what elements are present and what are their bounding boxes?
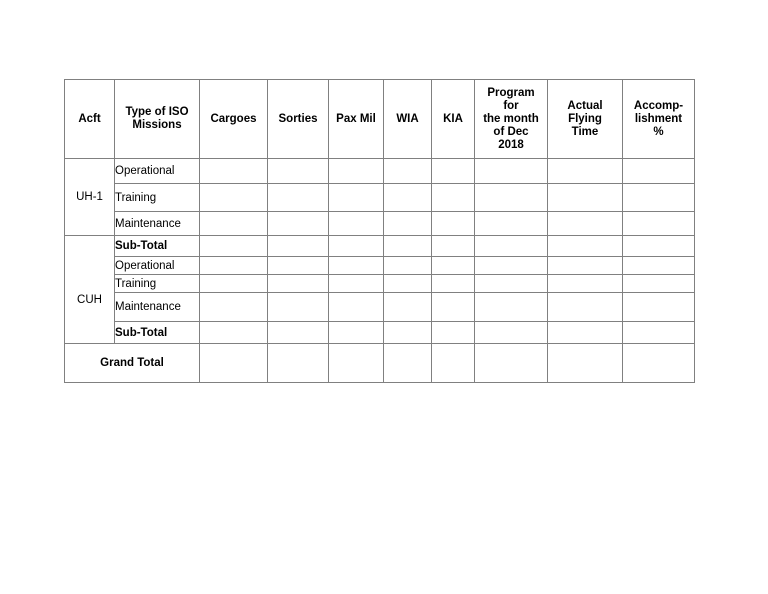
data-cell[interactable] xyxy=(200,184,268,212)
data-cell[interactable] xyxy=(475,293,548,322)
mission-label: Training xyxy=(115,191,157,204)
data-cell[interactable] xyxy=(548,275,623,293)
acft-cell-uh1 xyxy=(65,159,115,236)
grand-total-label: Grand Total xyxy=(100,357,164,369)
data-cell[interactable] xyxy=(432,184,475,212)
header-program-line-5: 2018 xyxy=(498,138,524,151)
header-acft-label: Acft xyxy=(78,112,101,125)
table-row xyxy=(65,212,695,236)
table-row xyxy=(65,184,695,212)
data-cell[interactable] xyxy=(623,275,695,293)
data-cell[interactable] xyxy=(623,212,695,236)
data-cell[interactable] xyxy=(475,344,548,383)
header-actual-line-1: Actual xyxy=(567,99,603,112)
data-cell[interactable] xyxy=(432,275,475,293)
header-kia xyxy=(432,80,475,159)
data-cell[interactable] xyxy=(200,257,268,275)
data-cell[interactable] xyxy=(329,257,384,275)
data-cell[interactable] xyxy=(384,159,432,184)
data-cell[interactable] xyxy=(329,159,384,184)
acft-label: UH-1 xyxy=(76,191,103,203)
data-cell[interactable] xyxy=(200,212,268,236)
acft-cell-cuh xyxy=(65,236,115,344)
data-cell[interactable] xyxy=(329,275,384,293)
data-cell[interactable] xyxy=(623,257,695,275)
data-cell[interactable] xyxy=(268,275,329,293)
data-cell[interactable] xyxy=(432,236,475,257)
data-cell[interactable] xyxy=(329,322,384,344)
data-cell[interactable] xyxy=(548,322,623,344)
data-cell[interactable] xyxy=(268,257,329,275)
header-type-of-iso-missions xyxy=(115,80,200,159)
data-cell[interactable] xyxy=(384,257,432,275)
data-cell[interactable] xyxy=(432,293,475,322)
table-row xyxy=(65,257,695,275)
data-cell[interactable] xyxy=(432,257,475,275)
data-cell[interactable] xyxy=(432,322,475,344)
header-program-line-3: the month xyxy=(483,112,539,125)
data-cell[interactable] xyxy=(623,184,695,212)
header-program-line-1: Program xyxy=(487,86,535,99)
header-pax-mil-label: Pax Mil xyxy=(336,112,376,125)
data-cell[interactable] xyxy=(475,184,548,212)
header-wia-label: WIA xyxy=(396,112,419,125)
header-program xyxy=(475,80,548,159)
subtotal-row xyxy=(65,322,695,344)
mission-label: Maintenance xyxy=(115,217,181,230)
header-type-line-1: Type of ISO xyxy=(125,106,189,118)
data-cell[interactable] xyxy=(623,236,695,257)
data-cell[interactable] xyxy=(475,212,548,236)
mission-label: Operational xyxy=(115,165,175,177)
header-accomp-line-1: Accomp- xyxy=(633,99,684,112)
data-cell[interactable] xyxy=(432,212,475,236)
data-cell[interactable] xyxy=(268,184,329,212)
header-sorties xyxy=(268,80,329,159)
data-cell[interactable] xyxy=(384,275,432,293)
data-cell[interactable] xyxy=(200,159,268,184)
grand-total-cell xyxy=(65,344,200,383)
data-cell[interactable] xyxy=(329,293,384,322)
data-cell[interactable] xyxy=(475,322,548,344)
data-cell[interactable] xyxy=(548,159,623,184)
subtotal-row xyxy=(65,236,695,257)
subtotal-label: Sub-Total xyxy=(115,240,168,252)
data-cell[interactable] xyxy=(384,212,432,236)
mission-cell xyxy=(115,293,200,322)
data-cell[interactable] xyxy=(329,344,384,383)
data-cell[interactable] xyxy=(548,293,623,322)
mission-cell xyxy=(115,212,200,236)
data-cell[interactable] xyxy=(200,293,268,322)
data-cell[interactable] xyxy=(268,212,329,236)
data-cell[interactable] xyxy=(268,322,329,344)
data-cell[interactable] xyxy=(329,184,384,212)
header-row xyxy=(65,80,695,159)
data-cell[interactable] xyxy=(268,236,329,257)
data-cell[interactable] xyxy=(432,344,475,383)
data-cell[interactable] xyxy=(623,159,695,184)
header-program-line-4: of Dec xyxy=(493,125,529,138)
header-cargoes-label: Cargoes xyxy=(210,112,257,125)
mission-cell xyxy=(115,184,200,212)
subtotal-label: Sub-Total xyxy=(115,326,168,339)
mission-label: Maintenance xyxy=(115,301,181,313)
header-accomplishment xyxy=(623,80,695,159)
data-cell[interactable] xyxy=(548,184,623,212)
mission-label: Operational xyxy=(115,259,175,272)
data-cell[interactable] xyxy=(200,236,268,257)
header-actual-line-2: Flying xyxy=(568,112,602,125)
mission-cell xyxy=(115,257,200,275)
table-row xyxy=(65,275,695,293)
data-cell[interactable] xyxy=(384,293,432,322)
data-cell[interactable] xyxy=(384,322,432,344)
header-type-line-2: Missions xyxy=(132,119,182,131)
iso-missions-table xyxy=(64,79,695,383)
mission-label: Training xyxy=(115,277,157,290)
grand-total-row xyxy=(65,344,695,383)
data-cell[interactable] xyxy=(329,212,384,236)
header-pax-mil xyxy=(329,80,384,159)
data-cell[interactable] xyxy=(475,257,548,275)
header-actual-line-3: Time xyxy=(571,125,599,138)
header-kia-label: KIA xyxy=(443,112,463,125)
data-cell[interactable] xyxy=(548,344,623,383)
header-accomp-line-3: % xyxy=(653,125,664,138)
data-cell[interactable] xyxy=(384,344,432,383)
data-cell[interactable] xyxy=(200,344,268,383)
data-cell[interactable] xyxy=(384,236,432,257)
table-row xyxy=(65,293,695,322)
data-cell[interactable] xyxy=(623,344,695,383)
data-cell[interactable] xyxy=(475,236,548,257)
data-cell[interactable] xyxy=(475,159,548,184)
header-cargoes xyxy=(200,80,268,159)
subtotal-cell xyxy=(115,236,200,257)
header-accomp-line-2: lishment xyxy=(634,112,683,125)
header-actual-flying-time xyxy=(548,80,623,159)
data-cell[interactable] xyxy=(548,236,623,257)
data-cell[interactable] xyxy=(200,322,268,344)
mission-cell xyxy=(115,159,200,184)
data-cell[interactable] xyxy=(268,344,329,383)
data-cell[interactable] xyxy=(548,257,623,275)
mission-cell xyxy=(115,275,200,293)
table-row xyxy=(65,159,695,184)
data-cell[interactable] xyxy=(329,236,384,257)
header-program-line-2: for xyxy=(503,99,519,112)
header-sorties-label: Sorties xyxy=(278,112,318,125)
acft-label: CUH xyxy=(77,294,102,306)
data-cell[interactable] xyxy=(268,159,329,184)
data-cell[interactable] xyxy=(384,184,432,212)
data-cell[interactable] xyxy=(548,212,623,236)
data-cell[interactable] xyxy=(475,275,548,293)
data-cell[interactable] xyxy=(268,293,329,322)
subtotal-cell xyxy=(115,322,200,344)
header-wia xyxy=(384,80,432,159)
data-cell[interactable] xyxy=(432,159,475,184)
header-acft xyxy=(65,80,115,159)
data-cell[interactable] xyxy=(200,275,268,293)
data-cell[interactable] xyxy=(623,322,695,344)
data-cell[interactable] xyxy=(623,293,695,322)
